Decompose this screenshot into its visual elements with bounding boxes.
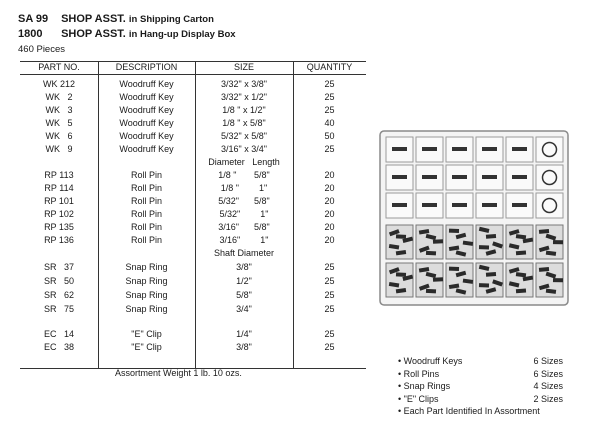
loose-part: [396, 234, 406, 239]
part-icon: [512, 175, 527, 179]
rollpin-subheader: Diameter Length: [208, 157, 280, 167]
part-no-cell: RP 114: [44, 183, 74, 193]
loose-part: [433, 277, 443, 282]
part-no-cell: EC 14: [43, 329, 74, 339]
part-icon: [422, 203, 437, 207]
table-row: [20, 262, 366, 275]
quantity-cell: 25: [324, 92, 335, 102]
part-icon: [422, 175, 437, 179]
legend-count: 6 Sizes: [533, 356, 563, 366]
quantity-cell: 25: [324, 342, 335, 352]
part-icon: [512, 147, 527, 151]
description-cell: Woodruff Key: [119, 131, 174, 141]
part-no-cell: RP 113: [44, 170, 74, 180]
legend-item: [398, 356, 563, 369]
quantity-cell: 20: [324, 170, 335, 180]
quantity-cell: 25: [324, 329, 335, 339]
table-header: [20, 62, 366, 75]
size-cell: 1/8 " x 5/8": [222, 118, 266, 128]
legend-label: • "E" Clips: [398, 393, 439, 404]
title-subtext: in Hang-up Display Box: [128, 29, 236, 40]
part-icon: [392, 203, 407, 207]
quantity-cell: 25: [324, 304, 335, 314]
quantity-cell: 25: [324, 105, 335, 115]
quantity-cell: 20: [324, 183, 335, 193]
loose-part: [479, 245, 489, 249]
quantity-cell: 20: [324, 222, 335, 232]
part-icon: [392, 175, 407, 179]
title-subtext: in Shipping Carton: [128, 14, 214, 25]
size-cell: 1/8 " 1": [220, 183, 268, 193]
part-no-cell: SR 37: [43, 262, 74, 272]
catalog-code: 1800: [18, 28, 43, 40]
description-cell: Roll Pin: [130, 209, 162, 219]
size-cell: 3/16" x 3/4": [221, 144, 267, 154]
part-no-cell: WK 3: [45, 105, 73, 115]
quantity-cell: 40: [324, 118, 335, 128]
lid-compartment: [536, 165, 563, 190]
description-cell: Roll Pin: [130, 196, 162, 206]
legend-item: [398, 406, 563, 419]
quantity-cell: 25: [324, 290, 335, 300]
part-no-cell: RP 101: [44, 196, 74, 206]
snapring-subheader: Shaft Diameter: [213, 248, 275, 258]
table-row: [20, 222, 366, 235]
legend-label: • Each Part Identified In Assortment: [398, 406, 540, 416]
quantity-cell: 20: [324, 196, 335, 206]
part-icon: [452, 203, 467, 207]
part-no-cell: WK 2: [45, 92, 73, 102]
quantity-cell: 20: [324, 209, 335, 219]
legend-item: [398, 381, 563, 394]
part-icon: [452, 147, 467, 151]
header-size: SIZE: [233, 62, 254, 72]
loose-part: [426, 251, 436, 256]
part-no-cell: SR 75: [43, 304, 74, 314]
table-row: [20, 235, 366, 248]
description-cell: "E" Clip: [131, 329, 162, 339]
catalog-code: SA 99: [18, 13, 49, 25]
size-cell: 3/4": [236, 304, 252, 314]
loose-part: [426, 289, 436, 294]
description-cell: Woodruff Key: [119, 105, 174, 115]
description-cell: Woodruff Key: [119, 144, 174, 154]
table-row: [20, 196, 366, 209]
part-no-cell: RP 102: [44, 209, 74, 219]
table-row: [20, 209, 366, 222]
description-cell: Snap Ring: [125, 262, 168, 272]
loose-part: [486, 234, 496, 239]
description-cell: Roll Pin: [130, 222, 162, 232]
size-cell: 3/16" 5/8": [218, 222, 270, 232]
description-cell: Roll Pin: [130, 183, 162, 193]
table-row: [20, 144, 366, 157]
size-cell: 1/8 " 5/8": [218, 170, 270, 180]
part-icon: [422, 147, 437, 151]
size-cell: 5/32" x 5/8": [221, 131, 267, 141]
quantity-cell: 25: [324, 262, 335, 272]
table-row: [20, 342, 366, 355]
quantity-cell: 25: [324, 144, 335, 154]
table-row: [20, 329, 366, 342]
quantity-cell: 25: [324, 276, 335, 286]
table-row: [20, 131, 366, 144]
assortment-box-photo: [378, 129, 570, 308]
table-row: [20, 118, 366, 131]
part-no-cell: WK 6: [45, 131, 73, 141]
part-no-cell: RP 136: [44, 235, 74, 245]
part-icon: [512, 203, 527, 207]
part-icon: [482, 203, 497, 207]
size-cell: 3/8": [236, 342, 252, 352]
parts-table: [20, 61, 366, 369]
table-row: [20, 290, 366, 303]
lid-compartment: [536, 137, 563, 162]
header-description: DESCRIPTION: [115, 62, 178, 72]
loose-part: [449, 267, 459, 271]
legend-label: • Snap Rings: [398, 381, 451, 391]
part-no-cell: RP 135: [44, 222, 74, 232]
loose-part: [486, 272, 496, 277]
title-line-display-box: [18, 28, 236, 40]
legend-count: 2 Sizes: [533, 393, 563, 404]
lid-compartment: [536, 193, 563, 218]
table-row: [20, 304, 366, 317]
part-no-cell: EC 38: [43, 342, 74, 352]
description-cell: Snap Ring: [125, 276, 168, 286]
table-row: [20, 92, 366, 105]
part-icon: [482, 147, 497, 151]
table-row: [20, 276, 366, 289]
loose-part: [449, 229, 459, 233]
quantity-cell: 50: [324, 131, 335, 141]
size-cell: 5/8": [236, 290, 252, 300]
loose-part: [479, 283, 489, 287]
loose-part: [553, 278, 563, 282]
table-row: [20, 170, 366, 183]
loose-part: [516, 251, 526, 256]
header-part-no: PART NO.: [38, 62, 80, 72]
description-cell: Roll Pin: [130, 170, 162, 180]
table-row: [20, 105, 366, 118]
size-cell: 3/16" 1": [219, 235, 269, 245]
legend-count: 6 Sizes: [533, 368, 563, 379]
size-cell: 5/32" 1": [219, 209, 269, 219]
legend-count: 4 Sizes: [533, 381, 563, 391]
description-cell: Snap Ring: [125, 290, 168, 300]
legend-label: • Woodruff Keys: [398, 356, 463, 366]
description-cell: Woodruff Key: [119, 118, 174, 128]
part-no-cell: WK 212: [42, 79, 75, 89]
size-cell: 5/32" 5/8": [218, 196, 270, 206]
title-text: SHOP ASST.: [61, 28, 126, 40]
legend-label: • Roll Pins: [398, 368, 440, 379]
size-cell: 3/8": [236, 262, 252, 272]
piece-count: 460 Pieces: [18, 44, 66, 55]
title-text: SHOP ASST.: [61, 13, 126, 25]
size-cell: 1/4": [236, 329, 252, 339]
description-cell: "E" Clip: [131, 342, 162, 352]
quantity-cell: 25: [324, 79, 335, 89]
part-no-cell: SR 62: [43, 290, 74, 300]
description-cell: Woodruff Key: [119, 92, 174, 102]
title-line-shipping-carton: [18, 13, 214, 25]
size-cell: 1/8 " x 1/2": [222, 105, 266, 115]
description-cell: Woodruff Key: [119, 79, 174, 89]
legend-item: [398, 369, 563, 382]
description-cell: Snap Ring: [125, 304, 168, 314]
quantity-cell: 20: [324, 235, 335, 245]
loose-part: [516, 289, 526, 294]
table-row: [20, 183, 366, 196]
part-no-cell: WK 9: [45, 144, 73, 154]
description-cell: Roll Pin: [130, 235, 162, 245]
part-no-cell: WK 5: [45, 118, 73, 128]
legend-item: [398, 394, 563, 407]
part-icon: [482, 175, 497, 179]
assortment-weight: Assortment Weight 1 lb. 10 ozs.: [115, 368, 242, 378]
loose-part: [396, 272, 406, 277]
size-cell: 1/2": [236, 276, 252, 286]
part-no-cell: SR 50: [43, 276, 74, 286]
header-quantity: QUANTITY: [306, 62, 353, 72]
part-icon: [452, 175, 467, 179]
part-icon: [392, 147, 407, 151]
loose-part: [433, 239, 443, 244]
loose-part: [553, 240, 563, 244]
table-row: [20, 79, 366, 92]
size-cell: 3/32" x 3/8": [221, 79, 267, 89]
size-cell: 3/32" x 1/2": [221, 92, 267, 102]
